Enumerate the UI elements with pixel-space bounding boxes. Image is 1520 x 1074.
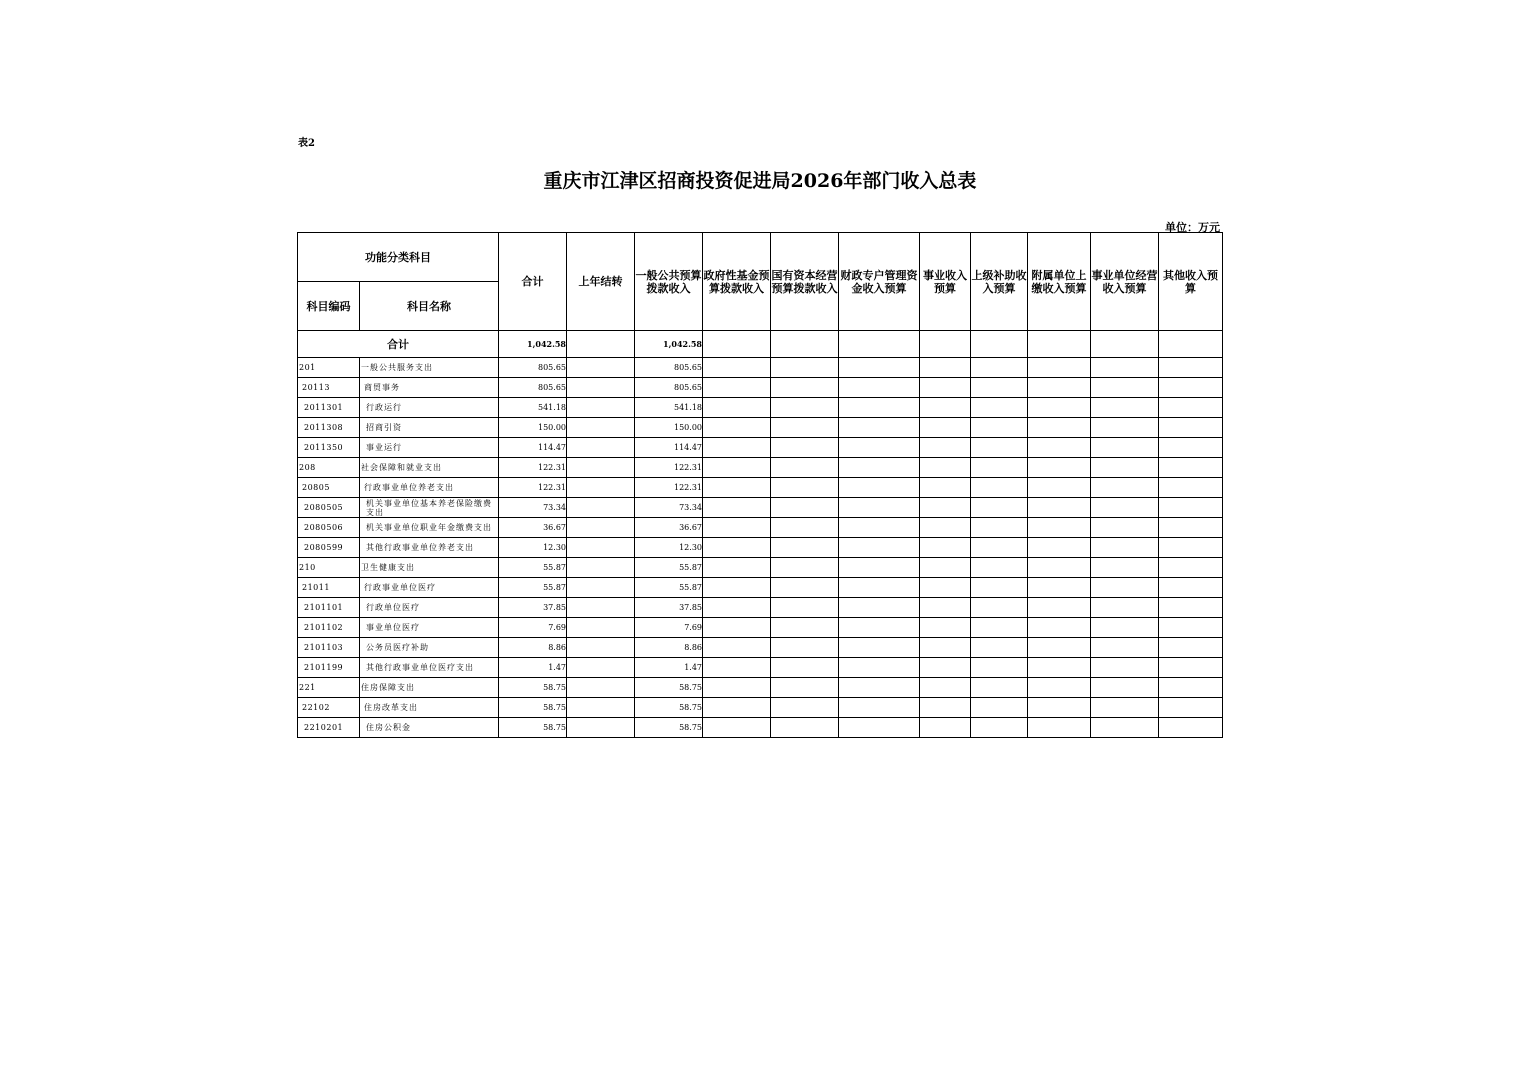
row-carryover [567,538,635,558]
row-business-operating [1091,538,1159,558]
table-row [298,358,1223,378]
row-carryover [567,518,635,538]
row-business-operating [1091,658,1159,678]
row-gov-fund [703,358,771,378]
row-total: 73.34 [499,498,567,518]
row-superior-subsidy [971,458,1028,478]
row-name: 机关事业单位基本养老保险缴费支出 [360,498,499,518]
row-fiscal-special [839,638,920,658]
row-business-operating [1091,518,1159,538]
row-business-operating [1091,498,1159,518]
row-general: 805.65 [635,378,703,398]
row-general: 7.69 [635,618,703,638]
row-business-income [920,538,971,558]
row-business-income [920,698,971,718]
row-superior-subsidy [971,558,1028,578]
row-total: 55.87 [499,558,567,578]
header-business-operating: 事业单位经营收入预算 [1091,233,1159,331]
row-general: 150.00 [635,418,703,438]
row-total: 122.31 [499,458,567,478]
row-superior-subsidy [971,418,1028,438]
row-carryover [567,478,635,498]
row-other [1159,538,1223,558]
row-gov-fund [703,378,771,398]
header-other: 其他收入预算 [1159,233,1223,331]
row-carryover [567,618,635,638]
row-superior-subsidy [971,638,1028,658]
row-business-operating [1091,558,1159,578]
header-function-group: 功能分类科目 [298,233,499,282]
row-business-income [920,678,971,698]
row-code: 2210201 [298,718,360,738]
row-state-capital [771,498,839,518]
row-carryover [567,598,635,618]
row-total: 8.86 [499,638,567,658]
row-business-operating [1091,578,1159,598]
row-state-capital [771,458,839,478]
row-affiliated [1028,658,1091,678]
row-fiscal-special [839,678,920,698]
row-business-income [920,478,971,498]
row-code: 20805 [298,478,360,498]
row-other [1159,598,1223,618]
row-business-income [920,598,971,618]
header-total: 合计 [499,233,567,331]
row-general: 55.87 [635,558,703,578]
row-fiscal-special [839,438,920,458]
row-gov-fund [703,678,771,698]
row-business-operating [1091,418,1159,438]
table-row [298,658,1223,678]
row-carryover [567,578,635,598]
row-other [1159,578,1223,598]
table-row [298,398,1223,418]
row-other [1159,498,1223,518]
header-business-income: 事业收入预算 [920,233,971,331]
row-code: 2101103 [298,638,360,658]
row-other [1159,638,1223,658]
row-general: 58.75 [635,698,703,718]
row-other [1159,618,1223,638]
row-superior-subsidy [971,498,1028,518]
row-affiliated [1028,358,1091,378]
row-total: 58.75 [499,698,567,718]
row-general: 122.31 [635,478,703,498]
row-superior-subsidy [971,358,1028,378]
row-code: 20113 [298,378,360,398]
row-general: 114.47 [635,438,703,458]
row-name: 事业单位医疗 [360,618,499,638]
row-total: 58.75 [499,678,567,698]
row-affiliated [1028,478,1091,498]
row-business-income [920,498,971,518]
row-gov-fund [703,558,771,578]
row-superior-subsidy [971,538,1028,558]
row-business-operating [1091,678,1159,698]
row-code: 2011350 [298,438,360,458]
row-other [1159,678,1223,698]
row-business-income [920,638,971,658]
row-other [1159,698,1223,718]
table-row [298,538,1223,558]
row-business-operating [1091,698,1159,718]
row-business-operating [1091,598,1159,618]
row-affiliated [1028,718,1091,738]
row-total: 541.18 [499,398,567,418]
row-total: 805.65 [499,378,567,398]
table-row [298,498,1223,518]
row-business-operating [1091,638,1159,658]
row-superior-subsidy [971,398,1028,418]
row-business-operating [1091,358,1159,378]
unit-label: 单位：万元 [1165,221,1220,234]
row-carryover [567,418,635,438]
row-state-capital [771,378,839,398]
row-business-income [920,578,971,598]
row-carryover [567,658,635,678]
row-state-capital [771,398,839,418]
total-row-general: 1,042.58 [635,331,703,358]
row-total: 55.87 [499,578,567,598]
row-business-operating [1091,438,1159,458]
row-name: 卫生健康支出 [360,558,499,578]
row-gov-fund [703,618,771,638]
row-fiscal-special [839,598,920,618]
row-gov-fund [703,438,771,458]
row-general: 55.87 [635,578,703,598]
row-gov-fund [703,658,771,678]
row-gov-fund [703,638,771,658]
row-business-operating [1091,378,1159,398]
row-general: 36.67 [635,518,703,538]
row-gov-fund [703,718,771,738]
row-carryover [567,358,635,378]
row-other [1159,378,1223,398]
row-carryover [567,458,635,478]
row-name: 一般公共服务支出 [360,358,499,378]
row-total: 805.65 [499,358,567,378]
row-superior-subsidy [971,378,1028,398]
row-affiliated [1028,518,1091,538]
header-affiliated: 附属单位上缴收入预算 [1028,233,1091,331]
row-carryover [567,378,635,398]
row-gov-fund [703,498,771,518]
row-total: 7.69 [499,618,567,638]
row-name: 住房公积金 [360,718,499,738]
row-state-capital [771,418,839,438]
row-fiscal-special [839,658,920,678]
table-row [298,458,1223,478]
header-state-capital: 国有资本经营预算拨款收入 [771,233,839,331]
row-business-income [920,458,971,478]
table-row [298,678,1223,698]
row-general: 58.75 [635,678,703,698]
row-carryover [567,438,635,458]
row-superior-subsidy [971,618,1028,638]
row-general: 12.30 [635,538,703,558]
row-gov-fund [703,398,771,418]
row-affiliated [1028,578,1091,598]
row-general: 805.65 [635,358,703,378]
row-fiscal-special [839,618,920,638]
row-code: 2101101 [298,598,360,618]
row-name: 其他行政事业单位医疗支出 [360,658,499,678]
header-code: 科目编码 [298,282,360,331]
row-other [1159,418,1223,438]
row-total: 114.47 [499,438,567,458]
table-row [298,578,1223,598]
row-business-operating [1091,618,1159,638]
row-carryover [567,718,635,738]
table-number-label: 表2 [298,138,315,149]
row-affiliated [1028,398,1091,418]
row-carryover [567,498,635,518]
row-fiscal-special [839,378,920,398]
row-state-capital [771,598,839,618]
row-code: 2080506 [298,518,360,538]
row-gov-fund [703,578,771,598]
income-summary-table [297,232,1223,738]
row-name: 行政运行 [360,398,499,418]
row-affiliated [1028,438,1091,458]
header-gov-fund: 政府性基金预算拨款收入 [703,233,771,331]
row-other [1159,518,1223,538]
header-name: 科目名称 [360,282,499,331]
row-general: 37.85 [635,598,703,618]
row-business-operating [1091,398,1159,418]
row-affiliated [1028,458,1091,478]
row-business-income [920,358,971,378]
row-fiscal-special [839,718,920,738]
row-state-capital [771,718,839,738]
row-code: 2011308 [298,418,360,438]
row-fiscal-special [839,558,920,578]
table-row [298,418,1223,438]
row-business-income [920,398,971,418]
row-state-capital [771,558,839,578]
table-row [298,378,1223,398]
row-fiscal-special [839,398,920,418]
row-total: 12.30 [499,538,567,558]
row-code: 208 [298,458,360,478]
document-title: 重庆市江津区招商投资促进局2026年部门收入总表 [543,170,977,192]
row-gov-fund [703,698,771,718]
row-business-income [920,558,971,578]
row-carryover [567,698,635,718]
row-name: 机关事业单位职业年金缴费支出 [360,518,499,538]
row-other [1159,558,1223,578]
row-fiscal-special [839,478,920,498]
row-name: 行政事业单位医疗 [360,578,499,598]
row-other [1159,358,1223,378]
row-fiscal-special [839,578,920,598]
row-gov-fund [703,478,771,498]
row-total: 122.31 [499,478,567,498]
total-row [298,331,1223,358]
row-other [1159,398,1223,418]
row-superior-subsidy [971,718,1028,738]
row-business-income [920,378,971,398]
row-state-capital [771,538,839,558]
row-state-capital [771,438,839,458]
table-row [298,518,1223,538]
row-gov-fund [703,538,771,558]
row-affiliated [1028,498,1091,518]
row-name: 其他行政事业单位养老支出 [360,538,499,558]
row-affiliated [1028,558,1091,578]
row-affiliated [1028,618,1091,638]
row-fiscal-special [839,418,920,438]
row-name: 事业运行 [360,438,499,458]
row-affiliated [1028,538,1091,558]
row-business-operating [1091,458,1159,478]
row-business-income [920,618,971,638]
row-code: 2101102 [298,618,360,638]
row-superior-subsidy [971,598,1028,618]
row-name: 社会保障和就业支出 [360,458,499,478]
row-name: 招商引资 [360,418,499,438]
row-superior-subsidy [971,658,1028,678]
row-state-capital [771,678,839,698]
row-affiliated [1028,678,1091,698]
table-row [298,618,1223,638]
row-total: 58.75 [499,718,567,738]
row-code: 2011301 [298,398,360,418]
row-name: 公务员医疗补助 [360,638,499,658]
row-name: 住房改革支出 [360,698,499,718]
header-general-budget: 一般公共预算拨款收入 [635,233,703,331]
row-name: 商贸事务 [360,378,499,398]
row-superior-subsidy [971,438,1028,458]
row-carryover [567,678,635,698]
table-row [298,558,1223,578]
total-row-label: 合计 [298,331,499,358]
row-total: 36.67 [499,518,567,538]
row-code: 21011 [298,578,360,598]
total-row-total: 1,042.58 [499,331,567,358]
row-code: 2080599 [298,538,360,558]
row-business-income [920,438,971,458]
row-superior-subsidy [971,518,1028,538]
row-code: 221 [298,678,360,698]
row-name: 行政事业单位养老支出 [360,478,499,498]
row-business-income [920,658,971,678]
row-superior-subsidy [971,578,1028,598]
table-row [298,638,1223,658]
row-code: 210 [298,558,360,578]
row-code: 201 [298,358,360,378]
row-state-capital [771,578,839,598]
row-gov-fund [703,518,771,538]
row-other [1159,438,1223,458]
row-state-capital [771,698,839,718]
row-state-capital [771,358,839,378]
row-general: 58.75 [635,718,703,738]
table-row [298,698,1223,718]
row-business-income [920,418,971,438]
row-other [1159,458,1223,478]
row-carryover [567,638,635,658]
row-other [1159,658,1223,678]
row-state-capital [771,618,839,638]
row-superior-subsidy [971,678,1028,698]
row-name: 住房保障支出 [360,678,499,698]
row-state-capital [771,658,839,678]
row-fiscal-special [839,358,920,378]
row-general: 8.86 [635,638,703,658]
row-general: 122.31 [635,458,703,478]
row-gov-fund [703,598,771,618]
table-row [298,598,1223,618]
row-gov-fund [703,458,771,478]
row-state-capital [771,478,839,498]
row-superior-subsidy [971,478,1028,498]
row-total: 37.85 [499,598,567,618]
row-affiliated [1028,418,1091,438]
row-total: 1.47 [499,658,567,678]
row-carryover [567,398,635,418]
row-affiliated [1028,638,1091,658]
header-superior-subsidy: 上级补助收入预算 [971,233,1028,331]
row-affiliated [1028,378,1091,398]
row-general: 541.18 [635,398,703,418]
row-superior-subsidy [971,698,1028,718]
row-fiscal-special [839,498,920,518]
row-business-operating [1091,718,1159,738]
row-business-operating [1091,478,1159,498]
row-general: 1.47 [635,658,703,678]
row-state-capital [771,638,839,658]
row-state-capital [771,518,839,538]
row-general: 73.34 [635,498,703,518]
row-affiliated [1028,598,1091,618]
row-name: 行政单位医疗 [360,598,499,618]
row-carryover [567,558,635,578]
row-fiscal-special [839,698,920,718]
header-fiscal-special: 财政专户管理资金收入预算 [839,233,920,331]
row-code: 2080505 [298,498,360,518]
row-affiliated [1028,698,1091,718]
table-row [298,718,1223,738]
row-fiscal-special [839,518,920,538]
row-gov-fund [703,418,771,438]
row-code: 2101199 [298,658,360,678]
table-row [298,438,1223,458]
row-fiscal-special [839,458,920,478]
row-business-income [920,518,971,538]
row-other [1159,718,1223,738]
table-row [298,478,1223,498]
row-fiscal-special [839,538,920,558]
row-business-income [920,718,971,738]
row-other [1159,478,1223,498]
header-carryover: 上年结转 [567,233,635,331]
row-code: 22102 [298,698,360,718]
row-total: 150.00 [499,418,567,438]
